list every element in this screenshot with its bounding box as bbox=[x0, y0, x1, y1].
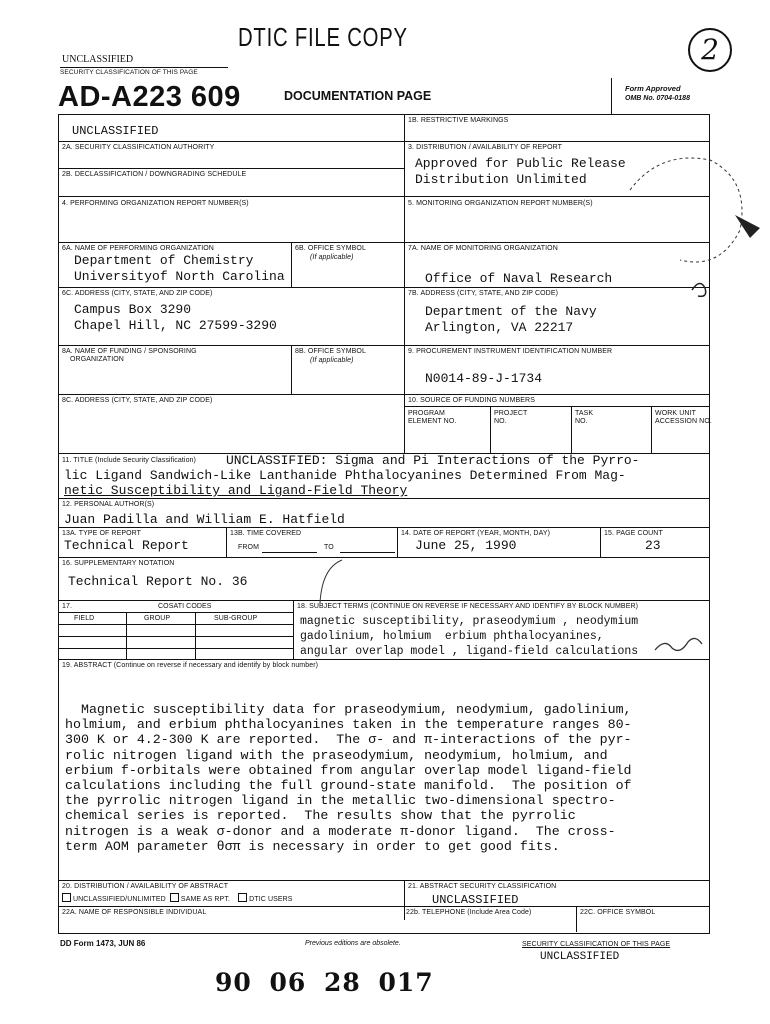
field-18-line1: magnetic susceptibility, praseodymium , neodymium bbox=[300, 615, 639, 628]
field-2b-label: 2B. DECLASSIFICATION / DOWNGRADING SCHEDULE bbox=[62, 171, 247, 178]
field-6a-line2: Universityof North Carolina bbox=[74, 269, 285, 284]
field-6b-label: 6B. OFFICE SYMBOL bbox=[295, 245, 366, 252]
field-1a-value: UNCLASSIFIED bbox=[72, 124, 159, 138]
abstract-line: chemical series is reported. The results show that the pyrrolic bbox=[65, 808, 576, 824]
field-7a-value: Office of Naval Research bbox=[425, 271, 613, 286]
initials-stroke bbox=[655, 638, 702, 650]
field-6a-label: 6A. NAME OF PERFORMING ORGANIZATION bbox=[62, 245, 214, 252]
stamp-number: 90 06 28 017 bbox=[215, 968, 434, 997]
field-13b-to: TO bbox=[324, 544, 334, 551]
circled-number-stamp bbox=[688, 28, 732, 72]
unclassified-unlimited-checkbox[interactable] bbox=[62, 893, 71, 902]
abstract-line: nitrogen is a weak σ-donor and a moderate π-donor ligand. The cross- bbox=[65, 823, 616, 839]
field-3-line1: Approved for Public Release bbox=[415, 156, 626, 171]
field-10-col-project-1: PROJECT bbox=[494, 410, 528, 417]
field-10-col-task-1: TASK bbox=[575, 410, 594, 417]
pen-stroke-mark bbox=[310, 558, 350, 606]
field-22b-label: 22b. TELEPHONE (Include Area Code) bbox=[406, 909, 532, 916]
document-title: DOCUMENTATION PAGE bbox=[284, 89, 432, 103]
field-19-label: 19. ABSTRACT (Continue on reverse if necessary and identify by block number) bbox=[62, 662, 319, 669]
accession-number: AD-A223 609 bbox=[58, 81, 241, 113]
field-4-label: 4. PERFORMING ORGANIZATION REPORT NUMBER(S) bbox=[62, 200, 249, 207]
field-8b-label: 8B. OFFICE SYMBOL bbox=[295, 348, 366, 355]
field-17-label: 17. bbox=[62, 603, 73, 610]
abstract-line: rolic nitrogen ligand with the praseodymium, neodymium, holmium, and bbox=[65, 747, 608, 763]
field-6a-line1: Department of Chemistry bbox=[74, 253, 254, 268]
field-9-label: 9. PROCUREMENT INSTRUMENT IDENTIFICATION NUMBER bbox=[408, 348, 613, 355]
field-6b-sub: (If applicable) bbox=[310, 254, 354, 261]
field-11-line2: lic Ligand Sandwich-Like Lanthanide Phthalocyanines Determined From Mag- bbox=[64, 468, 626, 483]
field-20-label: 20. DISTRIBUTION / AVAILABILITY OF ABSTRACT bbox=[62, 883, 229, 890]
field-18-line2: gadolinium, holmium erbium phthalocyanines, bbox=[300, 630, 604, 643]
field-7b-line1: Department of the Navy bbox=[425, 304, 597, 319]
field-6c-label: 6C. ADDRESS (CITY, STATE, AND ZIP CODE) bbox=[62, 290, 213, 297]
field-12-label: 12. PERSONAL AUTHOR(S) bbox=[62, 501, 155, 508]
field-11-label: 11. TITLE (Include Security Classification) bbox=[62, 457, 196, 464]
abstract-line: 300 K or 4.2-300 K are reported. The σ- and π-interactions of the pyr- bbox=[65, 732, 632, 748]
pen-stroke bbox=[320, 560, 342, 603]
field-7b-label: 7B. ADDRESS (CITY, STATE, AND ZIP CODE) bbox=[408, 290, 559, 297]
field-13b-label: 13B. TIME COVERED bbox=[230, 530, 302, 537]
field-13a-label: 13A. TYPE OF REPORT bbox=[62, 530, 142, 537]
received-stamp-ring bbox=[630, 158, 742, 262]
abstract-line: erbium f-orbitals were obtained from angular overlap model ligand-field bbox=[65, 762, 632, 778]
field-8b-sub: (If applicable) bbox=[310, 357, 354, 364]
title-bar bbox=[58, 78, 708, 116]
same-as-rpt-checkbox[interactable] bbox=[170, 893, 179, 902]
file-copy-stamp: DTIC FILE COPY bbox=[238, 22, 408, 52]
field-15-label: 15. PAGE COUNT bbox=[604, 530, 663, 537]
field-18-line3: angular overlap model , ligand-field calculations bbox=[300, 645, 639, 658]
field-3-label: 3. DISTRIBUTION / AVAILABILITY OF REPORT bbox=[408, 144, 563, 151]
field-15-value: 23 bbox=[645, 538, 661, 553]
field-13a-value: Technical Report bbox=[64, 538, 189, 553]
field-10-col-program-2: ELEMENT NO. bbox=[408, 418, 457, 425]
abstract-line: Magnetic susceptibility data for praseodymium, neodymium, gadolinium, bbox=[65, 702, 632, 717]
field-10-col-workunit-1: WORK UNIT bbox=[655, 410, 696, 417]
dtic-users-option: DTIC USERS bbox=[249, 896, 293, 903]
top-classification: UNCLASSIFIED bbox=[62, 54, 134, 65]
footer-security-value: UNCLASSIFIED bbox=[540, 951, 620, 963]
field-11-line3: netic Susceptibility and Ligand-Field Theory bbox=[64, 483, 408, 498]
security-classification-label: SECURITY CLASSIFICATION OF THIS PAGE bbox=[60, 69, 198, 76]
top-classification-underline bbox=[60, 67, 228, 68]
abstract-line: term AOM parameter θσπ is necessary in order to get good fits. bbox=[65, 838, 560, 854]
field-11-line1: UNCLASSIFIED: Sigma and Pi Interactions of the Pyrro- bbox=[226, 453, 640, 468]
footer-security-label: SECURITY CLASSIFICATION OF THIS PAGE bbox=[522, 941, 671, 948]
initials-mark bbox=[650, 630, 710, 660]
field-10-col-task-2: NO. bbox=[575, 418, 588, 425]
field-16-label: 16. SUPPLEMENTARY NOTATION bbox=[62, 560, 175, 567]
field-5-label: 5. MONITORING ORGANIZATION REPORT NUMBER(S) bbox=[408, 200, 593, 207]
field-10-col-workunit-2: ACCESSION NO. bbox=[655, 418, 712, 425]
field-6c-line1: Campus Box 3290 bbox=[74, 302, 192, 317]
field-14-label: 14. DATE OF REPORT (YEAR, MONTH, DAY) bbox=[401, 530, 551, 537]
field-8c-label: 8C. ADDRESS (CITY, STATE, AND ZIP CODE) bbox=[62, 397, 213, 404]
field-21-label: 21. ABSTRACT SECURITY CLASSIFICATION bbox=[408, 883, 557, 890]
field-17-col-group: GROUP bbox=[144, 615, 171, 622]
received-stamp-arrow bbox=[735, 215, 760, 238]
obsolete-note: Previous editions are obsolete. bbox=[305, 940, 401, 947]
field-14-value: June 25, 1990 bbox=[415, 538, 517, 553]
field-8a-label-2: ORGANIZATION bbox=[70, 356, 124, 363]
circled-number: 2 bbox=[701, 33, 719, 66]
field-8a-label-1: 8A. NAME OF FUNDING / SPONSORING bbox=[62, 348, 197, 355]
unclassified-unlimited-option: UNCLASSIFIED/UNLIMITED bbox=[73, 896, 166, 903]
form-approved: Form Approved bbox=[625, 84, 681, 93]
abstract-body bbox=[65, 702, 632, 854]
abstract-line: calculations including the full ground-state manifold. The position of bbox=[65, 778, 632, 794]
field-10-label: 10. SOURCE OF FUNDING NUMBERS bbox=[408, 397, 535, 404]
field-7a-label: 7A. NAME OF MONITORING ORGANIZATION bbox=[408, 245, 558, 252]
omb-number: OMB No. 0704-0188 bbox=[625, 95, 690, 102]
field-18-label: 18. SUBJECT TERMS (CONTINUE ON REVERSE IF NECESSARY AND IDENTIFY BY BLOCK NUMBER) bbox=[297, 603, 639, 610]
dtic-users-checkbox[interactable] bbox=[238, 893, 247, 902]
field-17-col-subgroup: SUB-GROUP bbox=[214, 615, 258, 622]
field-22a-label: 22A. NAME OF RESPONSIBLE INDIVIDUAL bbox=[62, 909, 207, 916]
abstract-line: the pyrrolic nitrogen ligand in the metallic two-dimensional spectro- bbox=[65, 793, 616, 809]
field-21-value: UNCLASSIFIED bbox=[432, 893, 519, 907]
field-16-value: Technical Report No. 36 bbox=[68, 574, 248, 589]
field-6c-line2: Chapel Hill, NC 27599-3290 bbox=[74, 318, 277, 333]
handwritten-mark bbox=[692, 283, 706, 296]
field-3-line2: Distribution Unlimited bbox=[415, 172, 587, 187]
field-13b-from: FROM bbox=[238, 544, 260, 551]
field-17-title: COSATI CODES bbox=[158, 603, 212, 610]
field-20-options bbox=[62, 893, 293, 904]
abstract-line: holmium, and erbium phthalocyanines taken in the temperature ranges 80- bbox=[65, 717, 632, 733]
same-as-rpt-option: SAME AS RPT. bbox=[180, 896, 230, 903]
field-10-col-project-2: NO. bbox=[494, 418, 507, 425]
field-10-col-program-1: PROGRAM bbox=[408, 410, 445, 417]
received-stamp-mark bbox=[600, 120, 770, 310]
field-12-value: Juan Padilla and William E. Hatfield bbox=[64, 512, 345, 527]
field-9-value: N0014-89-J-1734 bbox=[425, 371, 543, 386]
field-22c-label: 22C. OFFICE SYMBOL bbox=[580, 909, 656, 916]
field-7b-line2: Arlington, VA 22217 bbox=[425, 320, 574, 335]
field-1b-label: 1B. RESTRICTIVE MARKINGS bbox=[408, 117, 509, 124]
field-17-col-field: FIELD bbox=[74, 615, 95, 622]
field-2a-label: 2A. SECURITY CLASSIFICATION AUTHORITY bbox=[62, 144, 215, 151]
form-id: DD Form 1473, JUN 86 bbox=[60, 939, 146, 948]
